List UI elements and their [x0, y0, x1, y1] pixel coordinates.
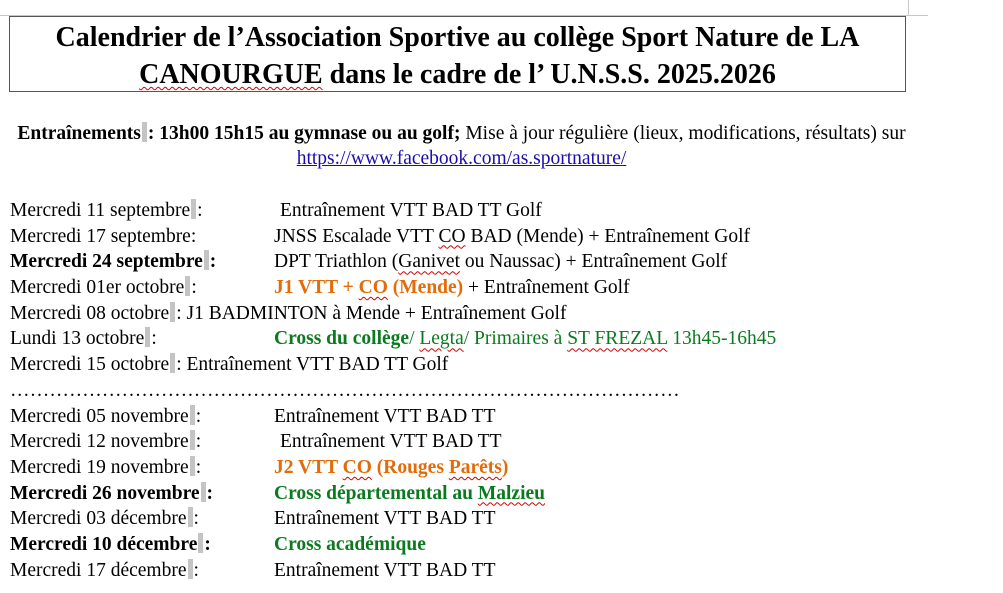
row-event: Entraînement VTT BAD TT: [274, 559, 496, 581]
row-event: Cross départemental au Malzieu: [274, 482, 545, 504]
update-note: Mise à jour régulière (lieux, modifications, résultats) sur: [460, 123, 906, 144]
training-hours: 13h00 15h15 au gymnase ou au golf;: [159, 123, 461, 144]
row-date: Lundi 13 octobre :: [10, 328, 157, 350]
facebook-link[interactable]: https://www.facebook.com/as.sportnature/: [296, 148, 627, 169]
row-date: Mercredi 24 septembre :: [10, 251, 217, 273]
row-event: Entraînement VTT BAD TT Golf: [280, 200, 542, 221]
row-date: Mercredi 17 décembre :: [10, 559, 199, 581]
calendar-row: [10, 249, 990, 275]
calendar-row: [10, 506, 990, 532]
row-date: Mercredi 01er octobre :: [10, 277, 197, 299]
calendar-row: [10, 558, 990, 584]
title-context: dans le cadre de l’ U.N.S.S. 2025.2026: [322, 59, 776, 90]
row-date: Mercredi 11 septembre :: [10, 200, 203, 221]
calendar-row: [10, 429, 990, 455]
calendar-list: [10, 198, 990, 583]
field-marker: [142, 122, 147, 142]
page-margin-mark: [908, 0, 909, 15]
title-line-2: [10, 56, 905, 93]
row-date: Mercredi 17 septembre:: [10, 225, 197, 247]
row-date: Mercredi 19 novembre :: [10, 456, 202, 478]
row-date: Mercredi 15 octobre : Entraînement VTT BAD TT Golf: [10, 354, 449, 376]
row-event: Entraînement VTT BAD TT: [274, 508, 496, 530]
calendar-row: [10, 352, 990, 378]
row-event: JNSS Escalade VTT CO BAD (Mende) + Entraînement Golf: [274, 225, 751, 247]
row-event: J2 VTT CO (Rouges Parêts): [274, 456, 509, 478]
section-separator: …………………………………………………………………………………………: [10, 379, 680, 401]
title-line-1: Calendrier de l’Association Sportive au collège Sport Nature de LA: [55, 22, 860, 53]
row-date: Mercredi 05 novembre :: [10, 405, 202, 427]
calendar-row: [10, 326, 990, 352]
calendar-row: [10, 404, 990, 430]
calendar-row: [10, 455, 990, 481]
row-date: Mercredi 08 octobre : J1 BADMINTON à Mende + Entraînement Golf: [10, 302, 567, 324]
calendar-row: [10, 198, 990, 224]
training-label: Entraînements: [17, 123, 141, 144]
row-date: Mercredi 12 novembre :: [10, 431, 202, 453]
calendar-row: [10, 532, 990, 558]
row-event: Entraînement VTT BAD TT Golf: [186, 354, 449, 376]
row-event: DPT Triathlon (Ganivet ou Naussac) + Entraînement Golf: [274, 251, 728, 273]
row-date: Mercredi 10 décembre :: [10, 533, 211, 555]
calendar-row: [10, 481, 990, 507]
calendar-row: [10, 301, 990, 327]
calendar-row: [10, 224, 990, 250]
row-event: Cross du collège/ Legta/ Primaires à ST FREZAL 13h45-16h45: [274, 328, 777, 350]
training-sep: :: [147, 123, 160, 144]
row-event: Entraînement VTT BAD TT: [274, 405, 496, 427]
title-town: CANOURGUE: [139, 59, 323, 90]
row-event: Cross académique: [274, 533, 426, 555]
document-title: [9, 16, 906, 92]
row-event: J1 BADMINTON à Mende + Entraînement Golf: [186, 302, 567, 324]
row-event: Entraînement VTT BAD TT: [280, 431, 502, 453]
calendar-row: [10, 275, 990, 301]
row-event: J1 VTT + CO (Mende) + Entraînement Golf: [274, 277, 630, 299]
row-date: Mercredi 26 novembre :: [10, 482, 214, 504]
row-date: Mercredi 03 décembre :: [10, 508, 199, 530]
training-info: [9, 121, 914, 171]
